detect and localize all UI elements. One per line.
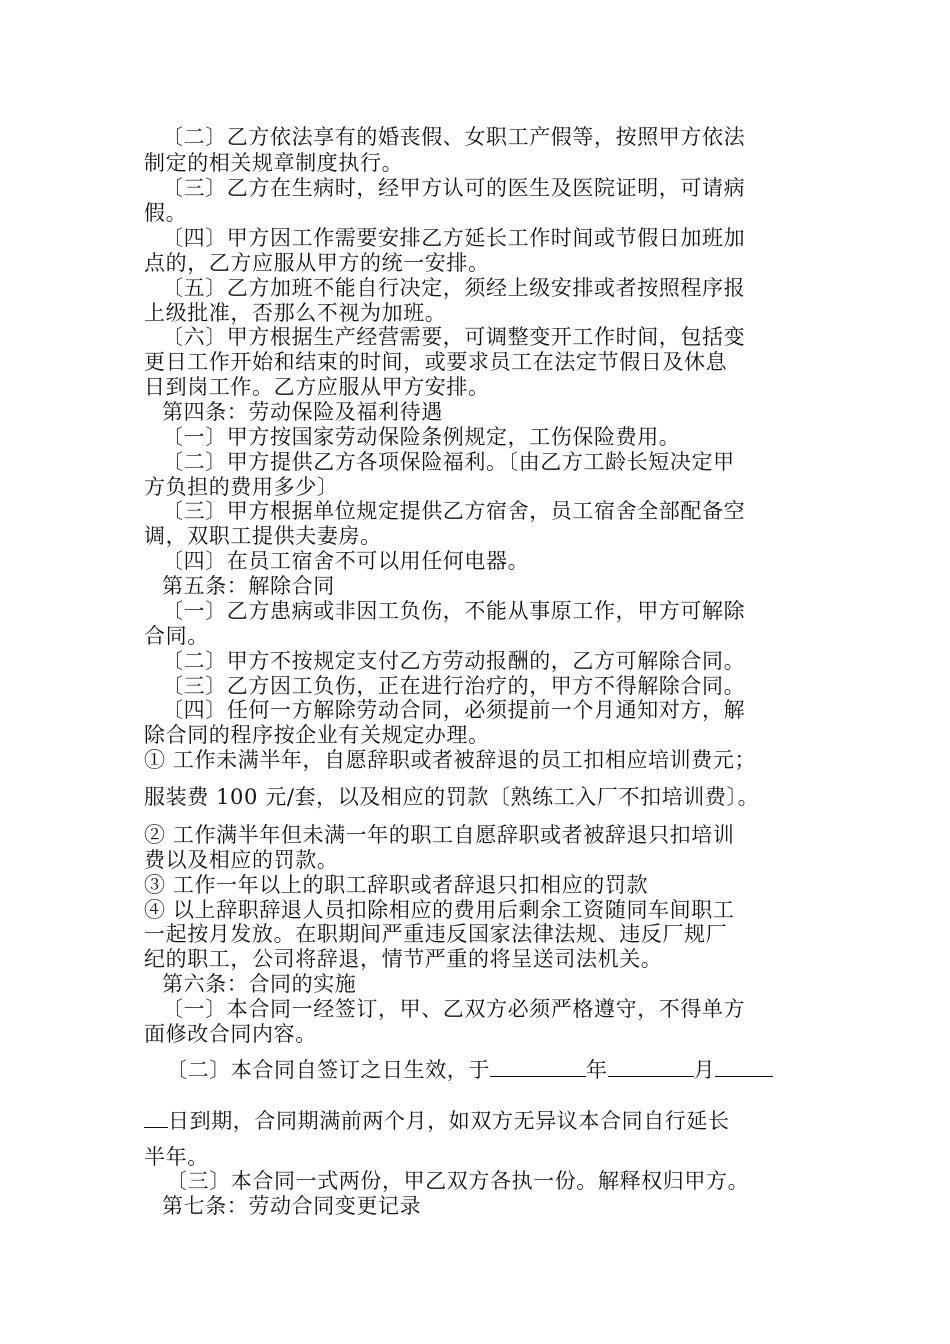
- list-item: ① 工作未满半年，自愿辞职或者被辞退的员工扣相应培训费元；: [144, 748, 757, 772]
- list-item: 服装费 100 元/套，以及相应的罚款〔熟练工入厂不扣培训费〕。: [144, 785, 760, 809]
- article-heading: 第五条：解除合同: [162, 574, 335, 598]
- list-item: ② 工作满半年但未满一年的职工自愿辞职或者被辞退只扣培训: [144, 823, 735, 847]
- text-line: 更日工作开始和结束的时间，或要求员工在法定节假日及休息: [144, 350, 728, 374]
- text-line: 〔一〕乙方患病或非因工负伤，不能从事原工作，甲方可解除: [162, 599, 746, 623]
- text-line: 半年。: [144, 1145, 209, 1169]
- text-line: 〔一〕本合同一经签订，甲、乙双方必须严格遵守，不得单方: [162, 997, 746, 1021]
- text-line: 〔三〕甲方根据单位规定提供乙方宿舍，员工宿舍全部配备空: [162, 499, 746, 523]
- text-segment: 月: [693, 1058, 716, 1082]
- text-line: 费以及相应的罚款。: [144, 848, 339, 872]
- text-line: 点的，乙方应服从甲方的统一安排。: [144, 251, 490, 275]
- list-item: ③ 工作一年以上的职工辞职或者辞退只扣相应的罚款: [144, 873, 649, 897]
- text-line: 〔五〕乙方加班不能自行决定，须经上级安排或者按照程序报: [162, 276, 746, 300]
- text-line: 调，双职工提供夫妻房。: [144, 524, 382, 548]
- text-line: 合同。: [144, 624, 209, 648]
- text-line: 假。: [144, 201, 188, 225]
- text-segment: 日到期，合同期满前两个月，如双方无异议本合同自行延长: [168, 1109, 730, 1133]
- text-segment: 年: [586, 1058, 608, 1082]
- text-line: 一起按月发放。在职期间严重违反国家法律法规、违反厂规厂: [144, 922, 728, 946]
- blank-field: [144, 1107, 168, 1128]
- text-line: 〔六〕甲方根据生产经营需要，可调整变开工作时间，包括变: [162, 325, 746, 349]
- blank-field: [608, 1056, 694, 1077]
- text-line: 制定的相关规章制度执行。: [144, 151, 404, 175]
- text-line: 〔三〕本合同一式两份，甲乙双方各执一份。解释权归甲方。: [166, 1169, 750, 1193]
- list-item: ④ 以上辞职辞退人员扣除相应的费用后剩余工资随同车间职工: [144, 898, 735, 922]
- article-heading: 第七条：劳动合同变更记录: [162, 1194, 422, 1218]
- text-line: 日到岗工作。乙方应服从甲方安排。: [144, 375, 490, 399]
- blank-field: [490, 1056, 586, 1077]
- text-line: 〔三〕乙方在生病时，经甲方认可的医生及医院证明，可请病: [162, 176, 746, 200]
- text-line: 面修改合同内容。: [144, 1022, 317, 1046]
- text-line: 〔二〕甲方提供乙方各项保险福利。〔由乙方工龄长短决定甲: [162, 450, 735, 474]
- text-line: 纪的职工，公司将辞退，情节严重的将呈送司法机关。: [144, 947, 663, 971]
- text-line: 除合同的程序按企业有关规定办理。: [144, 723, 490, 747]
- blank-field: [715, 1056, 773, 1077]
- text-segment: 〔二〕本合同自签订之日生效，于: [166, 1058, 490, 1082]
- text-line: 〔一〕甲方按国家劳动保险条例规定，工伤保险费用。: [162, 425, 681, 449]
- text-line: 方负担的费用多少〕: [144, 475, 339, 499]
- text-line: 〔二〕甲方不按规定支付乙方劳动报酬的，乙方可解除合同。: [162, 649, 746, 673]
- term-clause-line: [166, 1056, 836, 1083]
- article-heading: 第六条：合同的实施: [162, 972, 357, 996]
- text-line: 〔四〕在员工宿舍不可以用任何电器。: [162, 549, 530, 573]
- text-line: 上级批准，否那么不视为加班。: [144, 301, 447, 325]
- term-clause-line: [144, 1107, 814, 1134]
- text-line: 〔二〕乙方依法享有的婚丧假、女职工产假等，按照甲方依法: [162, 125, 746, 149]
- text-line: 〔三〕乙方因工负伤，正在进行治疗的，甲方不得解除合同。: [162, 674, 746, 698]
- article-heading: 第四条：劳动保险及福利待遇: [162, 400, 443, 424]
- text-line: 〔四〕甲方因工作需要安排乙方延长工作时间或节假日加班加: [162, 226, 746, 250]
- text-line: 〔四〕任何一方解除劳动合同，必须提前一个月通知对方，解: [162, 698, 746, 722]
